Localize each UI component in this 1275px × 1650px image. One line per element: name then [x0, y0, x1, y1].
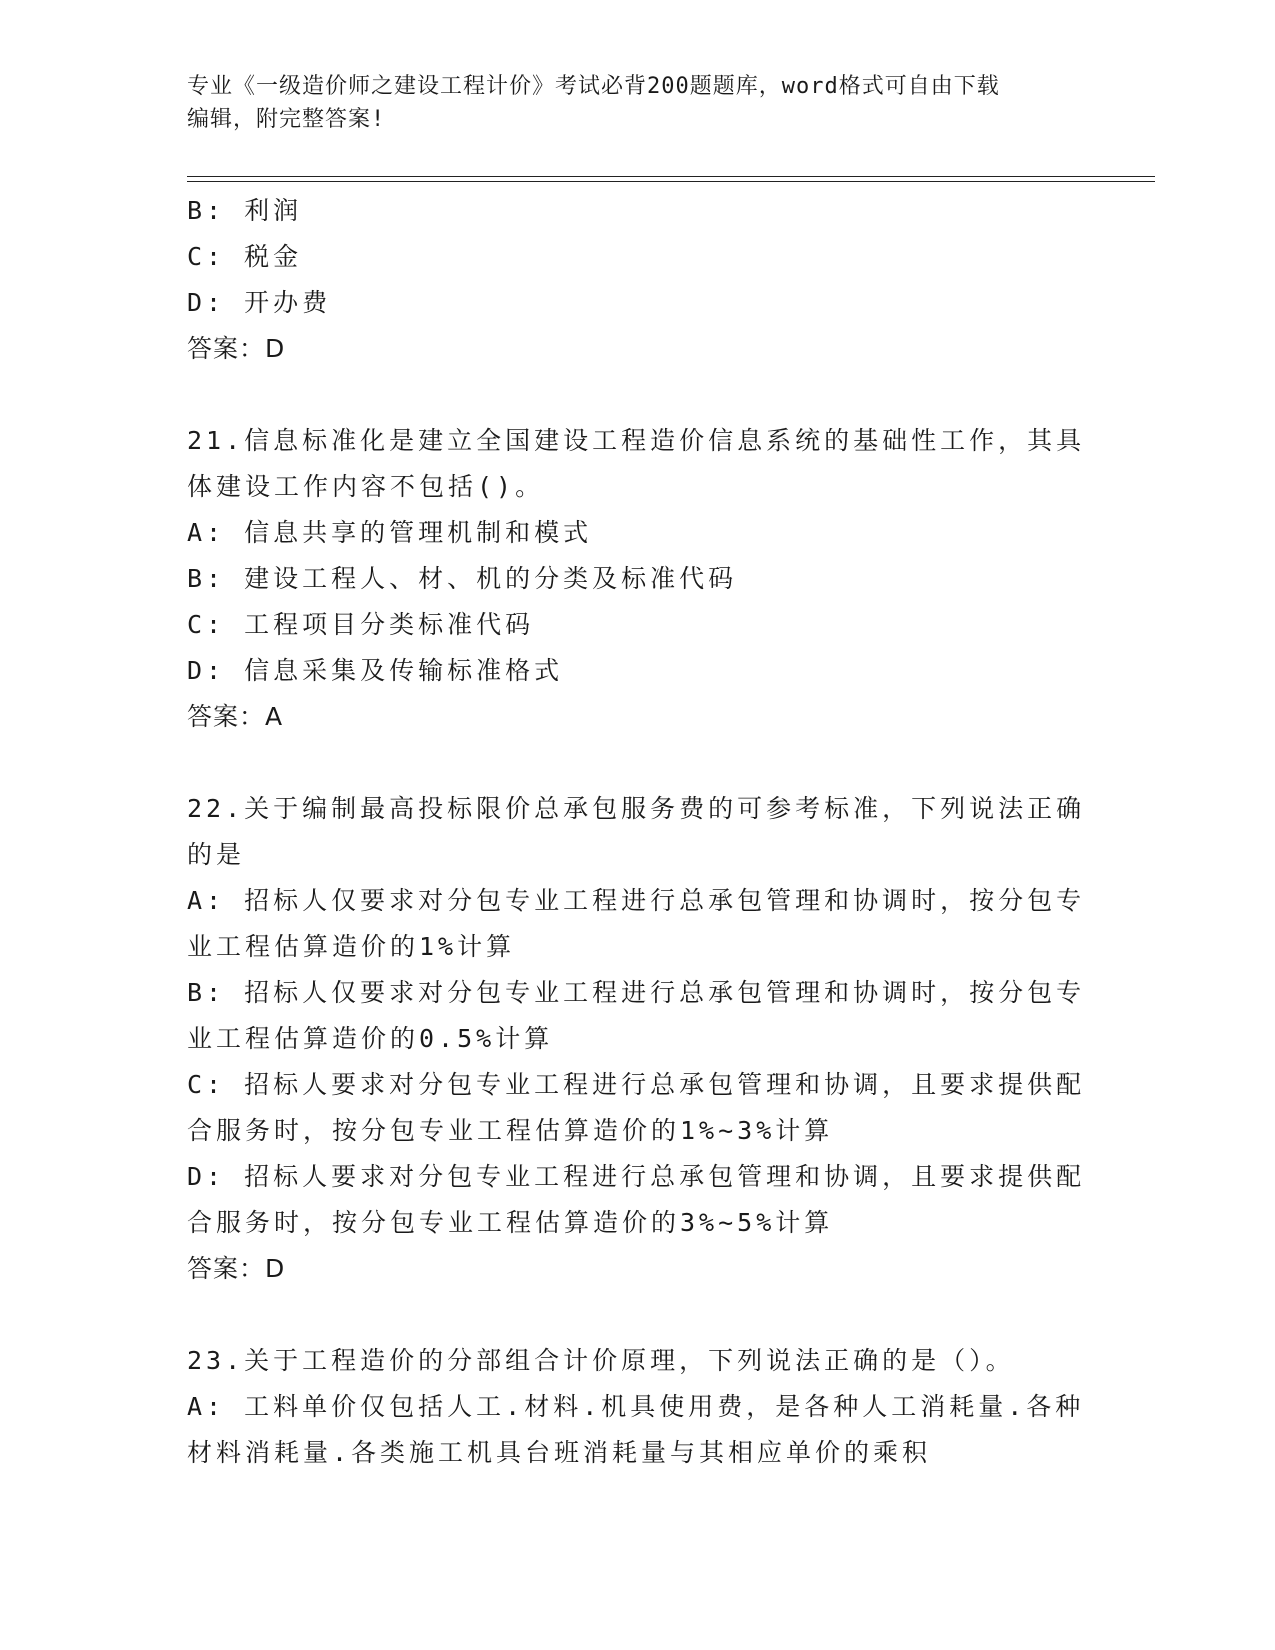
question-block-22: [187, 786, 1087, 1292]
option-c: C: 税金: [187, 242, 303, 271]
question-stem: 22.关于编制最高投标限价总承包服务费的可参考标准，下列说法正确: [187, 794, 1086, 823]
question-block-21: [187, 418, 1087, 740]
question-block-23: [187, 1338, 1087, 1476]
header-divider-bottom: [187, 181, 1155, 182]
spacer: [187, 1292, 1087, 1338]
option-d-continued: 合服务时，按分包专业工程估算造价的3%~5%计算: [187, 1208, 834, 1237]
document-header: [187, 70, 1067, 136]
header-divider-top: [187, 176, 1155, 177]
option-b: B: 建设工程人、材、机的分类及标准代码: [187, 564, 738, 593]
option-a: A: 信息共享的管理机制和模式: [187, 518, 593, 547]
option-d: D: 信息采集及传输标准格式: [187, 656, 564, 685]
option-a-continued: 材料消耗量.各类施工机具台班消耗量与其相应单价的乘积: [187, 1438, 932, 1467]
option-c: C: 招标人要求对分包专业工程进行总承包管理和协调，且要求提供配: [187, 1070, 1086, 1099]
option-a: A: 工料单价仅包括人工.材料.机具使用费，是各种人工消耗量.各种: [187, 1392, 1085, 1421]
option-b: B: 招标人仅要求对分包专业工程进行总承包管理和协调时，按分包专: [187, 978, 1086, 1007]
option-b-continued: 业工程估算造价的0.5%计算: [187, 1024, 554, 1053]
option-a: A: 招标人仅要求对分包专业工程进行总承包管理和协调时，按分包专: [187, 886, 1086, 915]
answer-line: 答案：D: [187, 334, 286, 363]
question-block-prev: [187, 188, 1087, 372]
header-line-2: 编辑，附完整答案!: [187, 107, 386, 132]
spacer: [187, 740, 1087, 786]
question-stem-continued: 体建设工作内容不包括()。: [187, 472, 545, 501]
question-stem: 23.关于工程造价的分部组合计价原理，下列说法正确的是（）。: [187, 1346, 1015, 1375]
spacer: [187, 372, 1087, 418]
option-c-continued: 合服务时，按分包专业工程估算造价的1%~3%计算: [187, 1116, 834, 1145]
option-d: D: 开办费: [187, 288, 332, 317]
header-line-1: 专业《一级造价师之建设工程计价》考试必背200题题库，word格式可自由下载: [187, 74, 1000, 99]
option-b: B: 利润: [187, 196, 303, 225]
option-a-continued: 业工程估算造价的1%计算: [187, 932, 516, 961]
question-stem: 21.信息标准化是建立全国建设工程造价信息系统的基础性工作，其具: [187, 426, 1086, 455]
option-c: C: 工程项目分类标准代码: [187, 610, 535, 639]
question-stem-continued: 的是: [187, 840, 246, 869]
option-d: D: 招标人要求对分包专业工程进行总承包管理和协调，且要求提供配: [187, 1162, 1086, 1191]
question-list: [187, 188, 1087, 1476]
answer-line: 答案：D: [187, 1254, 286, 1283]
answer-line: 答案：A: [187, 702, 284, 731]
